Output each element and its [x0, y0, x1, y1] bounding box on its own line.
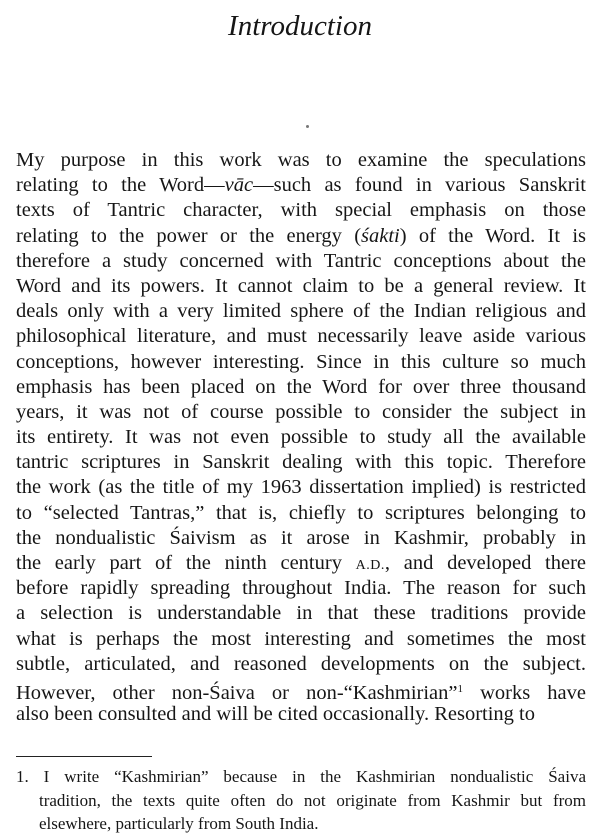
text-segment: before rapidly spreading throughout India. The reason for such — [16, 577, 586, 600]
body-line — [16, 173, 586, 198]
body-line — [16, 375, 586, 400]
text-segment: texts of Tantric character, with special emphasis on those — [16, 199, 586, 222]
footnotes — [16, 765, 586, 836]
text-segment: to “selected Tantras,” that is, chiefly to scriptures belonging to — [16, 501, 586, 524]
body-line — [16, 198, 586, 223]
text-segment: works have — [463, 681, 586, 704]
body-line — [16, 677, 586, 702]
text-segment: However, other non-Śaiva or non-“Kashmirian” — [16, 681, 458, 704]
body-text — [16, 148, 586, 727]
text-segment: its entirety. It was not even possible to study all the available — [16, 426, 586, 449]
body-line — [16, 501, 586, 526]
text-segment: My purpose in this work was to examine the speculations — [16, 149, 586, 171]
text-segment: śakti — [361, 224, 400, 247]
text-segment: philosophical literature, and must necessarily leave aside various — [16, 325, 586, 348]
body-line — [16, 475, 586, 500]
text-segment: the work (as the title of my 1963 dissertation implied) is restricted — [16, 476, 586, 499]
text-segment: A.D. — [355, 558, 385, 573]
text-segment: the early part of the ninth century — [16, 552, 356, 574]
text-segment: years, it was not of course possible to consider the subject in — [16, 400, 586, 423]
page-title: Introduction — [228, 10, 372, 42]
body-line — [16, 274, 586, 299]
body-line — [16, 601, 586, 626]
body-line — [16, 526, 586, 551]
text-segment: ) of the Word. It is — [399, 224, 586, 247]
body-line — [16, 350, 586, 375]
text-segment: subtle, articulated, and reasoned developments on the subject. — [16, 652, 586, 675]
body-line — [16, 576, 586, 601]
body-line — [16, 702, 586, 727]
body-line — [16, 324, 586, 349]
text-segment: relating to the power or the energy ( — [16, 224, 362, 247]
body-line — [16, 224, 586, 249]
text-segment: also been consulted and will be cited occasionally. Resorting to — [16, 703, 536, 726]
text-segment: Word and its powers. It cannot claim to be a general review. It — [16, 274, 586, 297]
footnote-line: tradition, the texts quite often do not originate from Kashmir but from — [39, 790, 586, 810]
body-line — [16, 551, 586, 576]
body-line — [16, 425, 586, 450]
footnote-line: elsewhere, particularly from South India. — [39, 814, 319, 833]
body-line — [16, 249, 586, 274]
body-line — [16, 148, 586, 173]
text-segment: tantric scriptures in Sanskrit dealing with this topic. Therefore — [16, 451, 586, 474]
body-line — [16, 627, 586, 652]
body-line — [16, 400, 586, 425]
footnote-divider — [16, 756, 152, 757]
footnote-line: 1. I write “Kashmirian” because in the Kashmirian nondualistic Śaiva — [16, 767, 586, 786]
text-segment: what is perhaps the most interesting and sometimes the most — [16, 627, 586, 650]
text-segment: therefore a study concerned with Tantric conceptions about the — [16, 249, 586, 272]
text-segment: —such as found in various Sanskrit — [253, 174, 586, 197]
text-segment: conceptions, however interesting. Since in this culture so much — [16, 350, 586, 373]
body-line — [16, 450, 586, 475]
text-segment: , and developed there — [384, 552, 587, 574]
text-segment: deals only with a very limited sphere of the Indian religious and — [16, 300, 586, 323]
text-segment: emphasis has been placed on the Word for over three thousand — [16, 375, 586, 398]
text-segment: a selection is understandable in that these traditions provide — [16, 602, 586, 625]
body-line — [16, 652, 586, 677]
speck-mark — [306, 125, 309, 128]
body-line — [16, 299, 586, 324]
text-segment: vāc — [224, 174, 254, 197]
text-segment: the nondualistic Śaivism as it arose in Kashmir, probably in — [16, 526, 586, 549]
text-segment: relating to the Word— — [16, 174, 225, 197]
footnote-ref: 1 — [457, 682, 464, 695]
